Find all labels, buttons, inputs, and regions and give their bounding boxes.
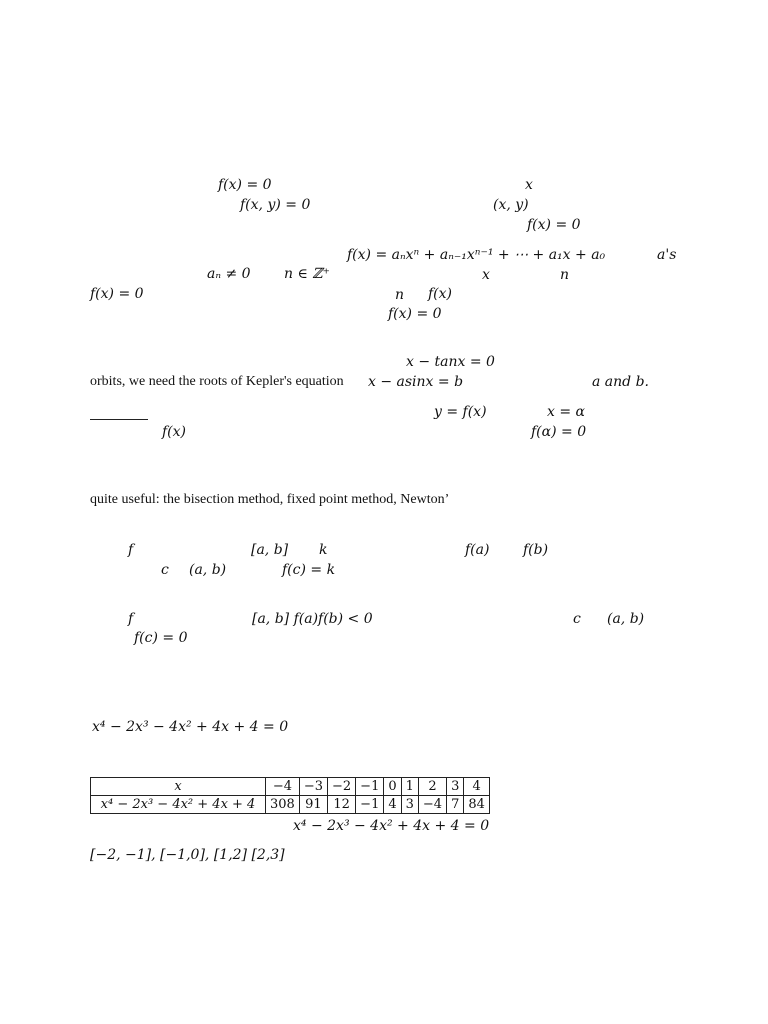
- ivt-closed-interval: [a, b]: [251, 542, 289, 558]
- variable-n: n: [560, 267, 570, 283]
- equation-f-alpha: f(α) = 0: [531, 424, 587, 440]
- function-fx: f(x): [428, 286, 453, 302]
- coefficients-label: a's: [657, 247, 677, 263]
- kepler-equation: x − asinx = b: [368, 374, 464, 390]
- bolzano-point-c: c: [573, 611, 581, 627]
- blank-underline: [90, 419, 148, 420]
- table-cell: −2: [328, 778, 356, 796]
- table-cell: 3: [447, 778, 464, 796]
- kepler-text: orbits, we need the roots of Kepler's equation: [90, 374, 344, 389]
- bolzano-condition: [a, b] f(a)f(b) < 0: [252, 611, 373, 627]
- table-row: [91, 778, 490, 796]
- equation-fx-zero: f(x) = 0: [527, 217, 581, 233]
- example-equation: x⁴ − 2x³ − 4x² + 4x + 4 = 0: [92, 719, 289, 735]
- table-row: [91, 796, 490, 814]
- table-cell: 0: [384, 778, 401, 796]
- table-cell: 4: [464, 778, 490, 796]
- equation-x-tan: x − tanx = 0: [406, 354, 495, 370]
- equation-fx-zero: f(x) = 0: [388, 306, 442, 322]
- table-cell: 1: [401, 778, 418, 796]
- table-cell: 3: [401, 796, 418, 814]
- a-and-b: a and b.: [592, 374, 649, 390]
- table-cell: −3: [299, 778, 327, 796]
- table-cell: 2: [418, 778, 446, 796]
- ivt-value-k: k: [319, 542, 328, 558]
- table-header-polynomial: x⁴ − 2x³ − 4x² + 4x + 4: [91, 796, 266, 814]
- table-caption: x⁴ − 2x³ − 4x² + 4x + 4 = 0: [293, 818, 490, 834]
- equation-fx-zero: f(x) = 0: [90, 286, 144, 302]
- table-cell: −1: [356, 796, 384, 814]
- ivt-fa: f(a): [465, 542, 490, 558]
- bolzano-function-f: f: [128, 611, 134, 627]
- table-cell: −4: [418, 796, 446, 814]
- function-fx: f(x): [162, 424, 187, 440]
- equation-fx-zero: f(x) = 0: [218, 177, 272, 193]
- ivt-fb: f(b): [523, 542, 549, 558]
- equation-x-alpha: x = α: [547, 404, 585, 420]
- bolzano-open-interval: (a, b): [607, 611, 645, 627]
- n-positive-integer: n ∈ ℤ⁺: [284, 266, 330, 282]
- leading-coeff-nonzero: aₙ ≠ 0: [207, 266, 251, 282]
- variable-x: x: [482, 267, 490, 283]
- table-cell: −4: [266, 778, 300, 796]
- polynomial-definition: f(x) = aₙxⁿ + aₙ₋₁xⁿ⁻¹ + ⋯ + a₁x + a₀: [347, 247, 606, 263]
- table-cell: 4: [384, 796, 401, 814]
- point-xy: (x, y): [493, 197, 529, 213]
- methods-text: quite useful: the bisection method, fixed point method, Newton’: [90, 492, 450, 507]
- ivt-open-interval: (a, b): [189, 562, 227, 578]
- table-cell: 308: [266, 796, 300, 814]
- variable-n: n: [395, 287, 405, 303]
- equation-y-fx: y = f(x): [434, 404, 487, 420]
- table-cell: 7: [447, 796, 464, 814]
- table-cell: 84: [464, 796, 490, 814]
- root-intervals: [−2, −1], [−1,0], [1,2] [2,3]: [90, 847, 285, 863]
- ivt-fc-equals-k: f(c) = k: [282, 562, 336, 578]
- table-cell: 91: [299, 796, 327, 814]
- variable-x: x: [525, 177, 533, 193]
- table-header-x: x: [91, 778, 266, 796]
- table-cell: 12: [328, 796, 356, 814]
- table-cell: −1: [356, 778, 384, 796]
- ivt-point-c: c: [161, 562, 169, 578]
- equation-fxy-zero: f(x, y) = 0: [240, 197, 311, 213]
- ivt-function-f: f: [128, 542, 134, 558]
- bolzano-fc-zero: f(c) = 0: [134, 630, 188, 646]
- values-table: [90, 777, 490, 814]
